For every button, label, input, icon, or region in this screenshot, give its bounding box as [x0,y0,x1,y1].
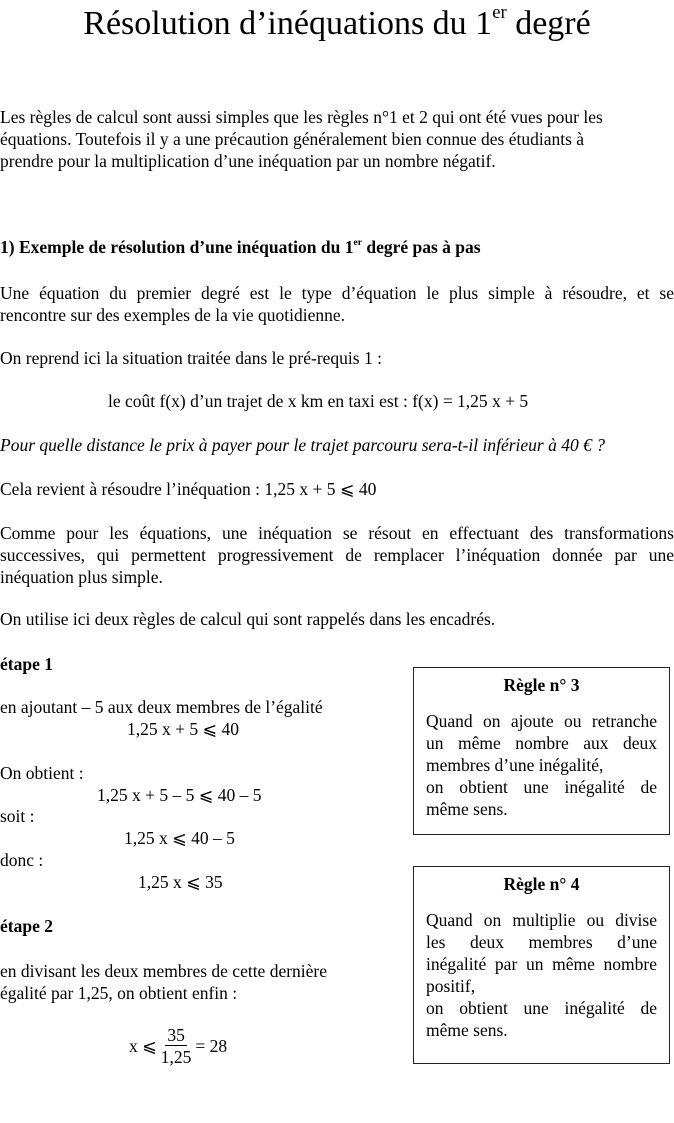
inequation-statement: Cela revient à résoudre l’inéquation : 1,25 x + 5 ⩽ 40 [0,479,377,499]
cost-formula: le coût f(x) d’un trajet de x km en taxi est : f(x) = 1,25 x + 5 [108,391,529,411]
rule-line: on obtient une inégalité de [426,777,657,797]
paragraph-line: rencontre sur des exemples de la vie quotidienne. [0,305,346,325]
fraction-numerator: 35 [167,1025,185,1045]
rule-4-title: Règle n° 4 [503,874,580,894]
step1-intro: en ajoutant – 5 aux deux membres de l’égalité [0,697,323,717]
section-heading-tail: degré pas à pas [361,237,481,258]
step2-intro [0,960,327,1004]
step2-result [129,1025,227,1068]
page-title [0,2,674,43]
rule-line: positif, [426,976,476,996]
step1-equation-3: 1,25 x ⩽ 40 – 5 [124,828,235,848]
rule-line: membres d’une inégalité, [426,755,604,775]
intro-line: prendre pour la multiplication d’une inéquation par un nombre négatif. [0,151,496,171]
title-superscript: er [492,2,507,23]
title-tail: degré [506,4,591,42]
intro-paragraph [0,106,674,172]
question-text: Pour quelle distance le prix à payer pour le trajet parcouru sera-t-il inférieur à 40 € ? [0,435,605,455]
section-heading-text: 1) Exemple de résolution d’une inéquation du 1 [0,237,354,258]
intro-line: Les règles de calcul sont aussi simples que les règles n°1 et 2 qui ont été vues pour les [0,107,603,127]
section-heading [0,237,481,258]
paragraph-transformations [0,522,674,588]
rule-line: on obtient une inégalité de [426,998,657,1018]
rule-line: un même nombre aux deux [426,733,657,753]
paragraph-definition [0,282,674,326]
step1-obtain-label: On obtient : [0,763,84,783]
fraction-denominator: 1,25 [160,1047,192,1067]
step1-equation-4: 1,25 x ⩽ 35 [138,872,223,892]
paragraph-prerequisite: On reprend ici la situation traitée dans le pré-requis 1 : [0,348,382,368]
fraction [161,1025,192,1068]
step1-equation-1: 1,25 x + 5 ⩽ 40 [127,719,240,739]
paragraph-line: successives, qui permettent progressivement de remplacer l’inéquation donnée par une [0,545,674,565]
rule-4-box [413,866,670,1064]
rule-line: même sens. [426,799,508,819]
step1-equation-2: 1,25 x + 5 – 5 ⩽ 40 – 5 [97,785,262,805]
rule-line: les deux membres d’une [426,932,657,952]
paragraph-line: Une équation du premier degré est le type d’équation le plus simple à résoudre, et se [0,283,674,303]
step2-label: étape 2 [0,916,53,936]
rule-line: inégalité par un même nombre [426,954,657,974]
step1-donc-label: donc : [0,850,44,870]
step1-label: étape 1 [0,654,53,674]
rule-3-box [413,667,670,835]
rule-3-body [426,710,657,820]
title-text: Résolution d’inéquations du 1 [83,4,493,42]
rule-3-title: Règle n° 3 [503,675,580,695]
intro-line: équations. Toutefois il y a une précaution généralement bien connue des étudiants à [0,129,585,149]
step2-intro-line: égalité par 1,25, on obtient enfin : [0,983,238,1003]
paragraph-line: inéquation plus simple. [0,567,163,587]
rule-4-body [426,909,657,1041]
paragraph-line: Comme pour les équations, une inéquation se résout en effectuant des transformations [0,523,674,543]
step1-soit-label: soit : [0,806,35,826]
section-heading-superscript: er [353,237,362,248]
rule-line: Quand on multiplie ou divise [426,910,657,930]
step2-intro-line: en divisant les deux membres de cette dernière [0,961,328,981]
rule-line: Quand on ajoute ou retranche [426,711,657,731]
result-lhs: x ⩽ [129,1036,157,1056]
paragraph-rules-intro: On utilise ici deux règles de calcul qui sont rappelés dans les encadrés. [0,609,496,629]
result-rhs: = 28 [195,1036,228,1056]
rule-line: même sens. [426,1020,508,1040]
